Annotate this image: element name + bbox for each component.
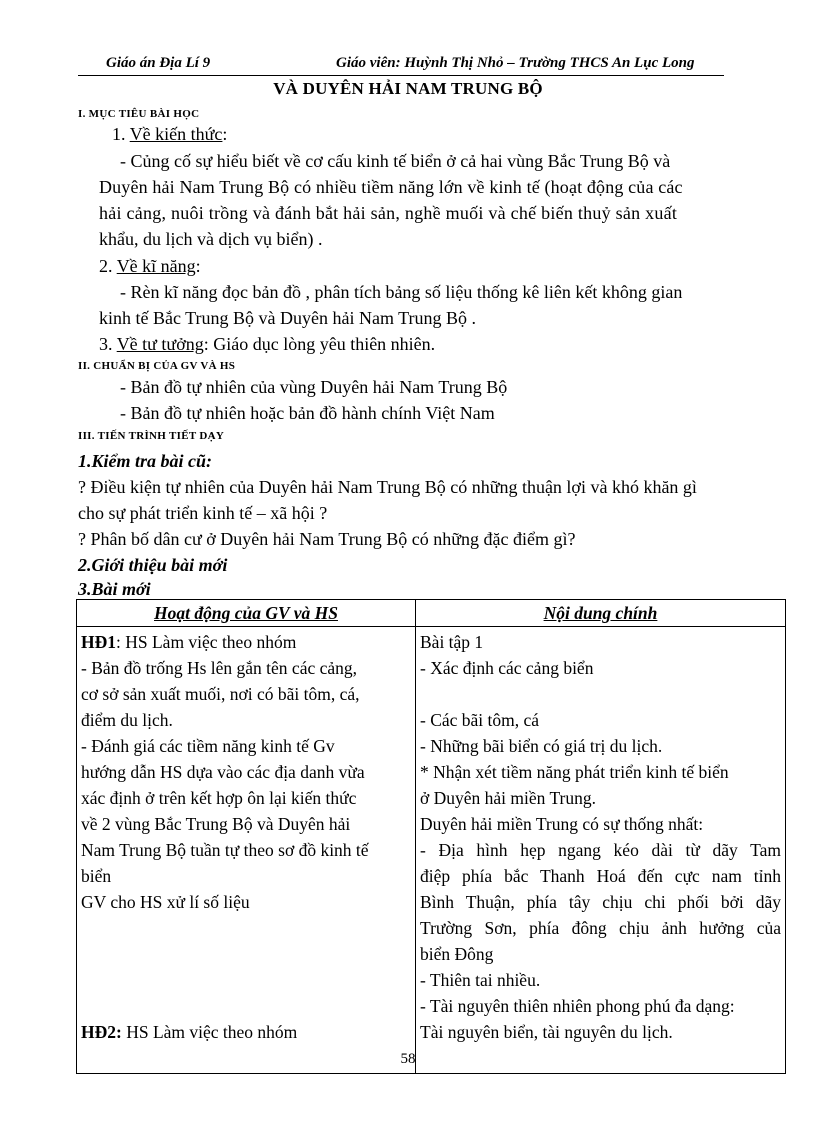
activity-line: điểm du lịch.: [81, 710, 173, 730]
content-line: Bình Thuận, phía tây chịu chi phối bởi dãy: [420, 892, 781, 912]
content-line: [420, 681, 781, 707]
content-line: ở Duyên hải miền Trung.: [420, 788, 596, 808]
knowledge-line-4: khẩu, du lịch và dịch vụ biển) .: [99, 229, 323, 249]
activity-line: hướng dẫn HS dựa vào các địa danh vừa: [81, 762, 365, 782]
content-line: - Địa hình hẹp ngang kéo dài từ dãy Tam: [420, 840, 781, 860]
activities-cell: [77, 627, 416, 1074]
header-subject: Giáo án Địa Lí 9: [106, 55, 211, 71]
activity-hd1: HĐ1: HS Làm việc theo nhóm: [81, 632, 297, 652]
content-line: - Tài nguyên thiên nhiên phong phú đa dạng:: [420, 996, 735, 1016]
section-3-heading: III. TIẾN TRÌNH TIẾT DẠY: [78, 430, 225, 442]
activity-line: biển: [81, 866, 112, 886]
thought-line: 3. Về tư tưởng: Giáo dục lòng yêu thiên nhiên.: [99, 334, 436, 354]
thought-label: Về tư tưởng: [116, 334, 204, 354]
table-header-row: [77, 600, 786, 627]
skill-line-2: kinh tế Bắc Trung Bộ và Duyên hải Nam Trung Bộ .: [99, 308, 477, 328]
activity-line: về 2 vùng Bắc Trung Bộ và Duyên hải: [81, 814, 351, 834]
knowledge-label: Về kiến thức: [129, 124, 223, 144]
content-cell: [416, 627, 786, 1074]
check-question-1-line-2: cho sự phát triển kinh tế – xã hội ?: [78, 503, 328, 523]
table-row: [77, 627, 786, 1074]
knowledge-heading: 1. Về kiến thức:: [112, 124, 228, 144]
header-teacher: Giáo viên: Huỳnh Thị Nhỏ – Trường THCS An Lục Long: [336, 55, 695, 71]
content-line: biển Đông: [420, 944, 494, 964]
content-line: - Những bãi biển có giá trị du lịch.: [420, 736, 663, 756]
skill-label: Về kĩ năng: [116, 256, 196, 276]
content-line: - Thiên tai nhiều.: [420, 970, 541, 990]
activity-line: GV cho HS xử lí số liệu: [81, 892, 250, 912]
activity-line: - Bản đồ trống Hs lên gắn tên các cảng,: [81, 658, 358, 678]
prep-item-2: - Bản đồ tự nhiên hoặc bản đồ hành chính Việt Nam: [120, 403, 495, 423]
check-question-1-line-1: ? Điều kiện tự nhiên của Duyên hải Nam Trung Bộ có những thuận lợi và khó khăn gì: [78, 477, 697, 497]
activity-hd2: HĐ2: HS Làm việc theo nhóm: [81, 1022, 298, 1042]
knowledge-line-2: Duyên hải Nam Trung Bộ có nhiều tiềm năng lớn về kinh tế (hoạt động của các: [99, 177, 683, 197]
page-header: [78, 53, 724, 76]
content-line: * Nhận xét tiềm năng phát triển kinh tế biển: [420, 762, 729, 782]
activity-line: Nam Trung Bộ tuần tự theo sơ đồ kinh tế: [81, 840, 369, 860]
knowledge-line-3: hải cảng, nuôi trồng và đánh bắt hải sản, nghề muối và chế biến thuỷ sản xuất: [99, 203, 678, 223]
content-line: điệp phía bắc Thanh Hoá đến cực nam tỉnh: [420, 866, 781, 886]
activity-line: - Đánh giá các tiềm năng kinh tế Gv: [81, 736, 335, 756]
prep-item-1: - Bản đồ tự nhiên của vùng Duyên hải Nam Trung Bộ: [120, 377, 508, 397]
check-old-lesson-title: 1.Kiểm tra bài cũ:: [78, 451, 212, 471]
table-header-content: Nội dung chính: [416, 600, 786, 627]
content-line: Bài tập 1: [420, 632, 484, 652]
check-question-2: ? Phân bố dân cư ở Duyên hải Nam Trung Bộ có những đặc điểm gì?: [78, 529, 576, 549]
content-line: Trường Sơn, phía đông chịu ảnh hưởng của: [420, 918, 781, 938]
lesson-table: [76, 599, 786, 1074]
new-lesson-title: 3.Bài mới: [78, 579, 151, 599]
activity-line: xác định ở trên kết hợp ôn lại kiến thức: [81, 788, 357, 808]
section-1-heading: I. MỤC TIÊU BÀI HỌC: [78, 108, 200, 120]
content-line: Duyên hải miền Trung có sự thống nhất:: [420, 814, 704, 834]
content-line: - Xác định các cảng biển: [420, 658, 594, 678]
knowledge-line-1: - Củng cố sự hiểu biết về cơ cấu kinh tế biển ở cả hai vùng Bắc Trung Bộ và: [120, 151, 671, 171]
intro-title: 2.Giới thiệu bài mới: [78, 555, 228, 575]
section-2-heading: II. CHUẨN BỊ CỦA GV VÀ HS: [78, 360, 236, 372]
content-line: Tài nguyên biển, tài nguyên du lịch.: [420, 1022, 673, 1042]
page-number: 58: [400, 1051, 416, 1067]
content-line: - Các bãi tôm, cá: [420, 710, 540, 730]
lesson-title: VÀ DUYÊN HẢI NAM TRUNG BỘ: [273, 79, 543, 98]
skill-heading: 2. Về kĩ năng:: [99, 256, 201, 276]
skill-line-1: - Rèn kĩ năng đọc bản đồ , phân tích bảng số liệu thống kê liên kết không gian: [120, 282, 683, 302]
table-header-activities: Hoạt động của GV và HS: [77, 600, 416, 627]
activity-line: cơ sở sản xuất muối, nơi có bãi tôm, cá,: [81, 684, 360, 704]
